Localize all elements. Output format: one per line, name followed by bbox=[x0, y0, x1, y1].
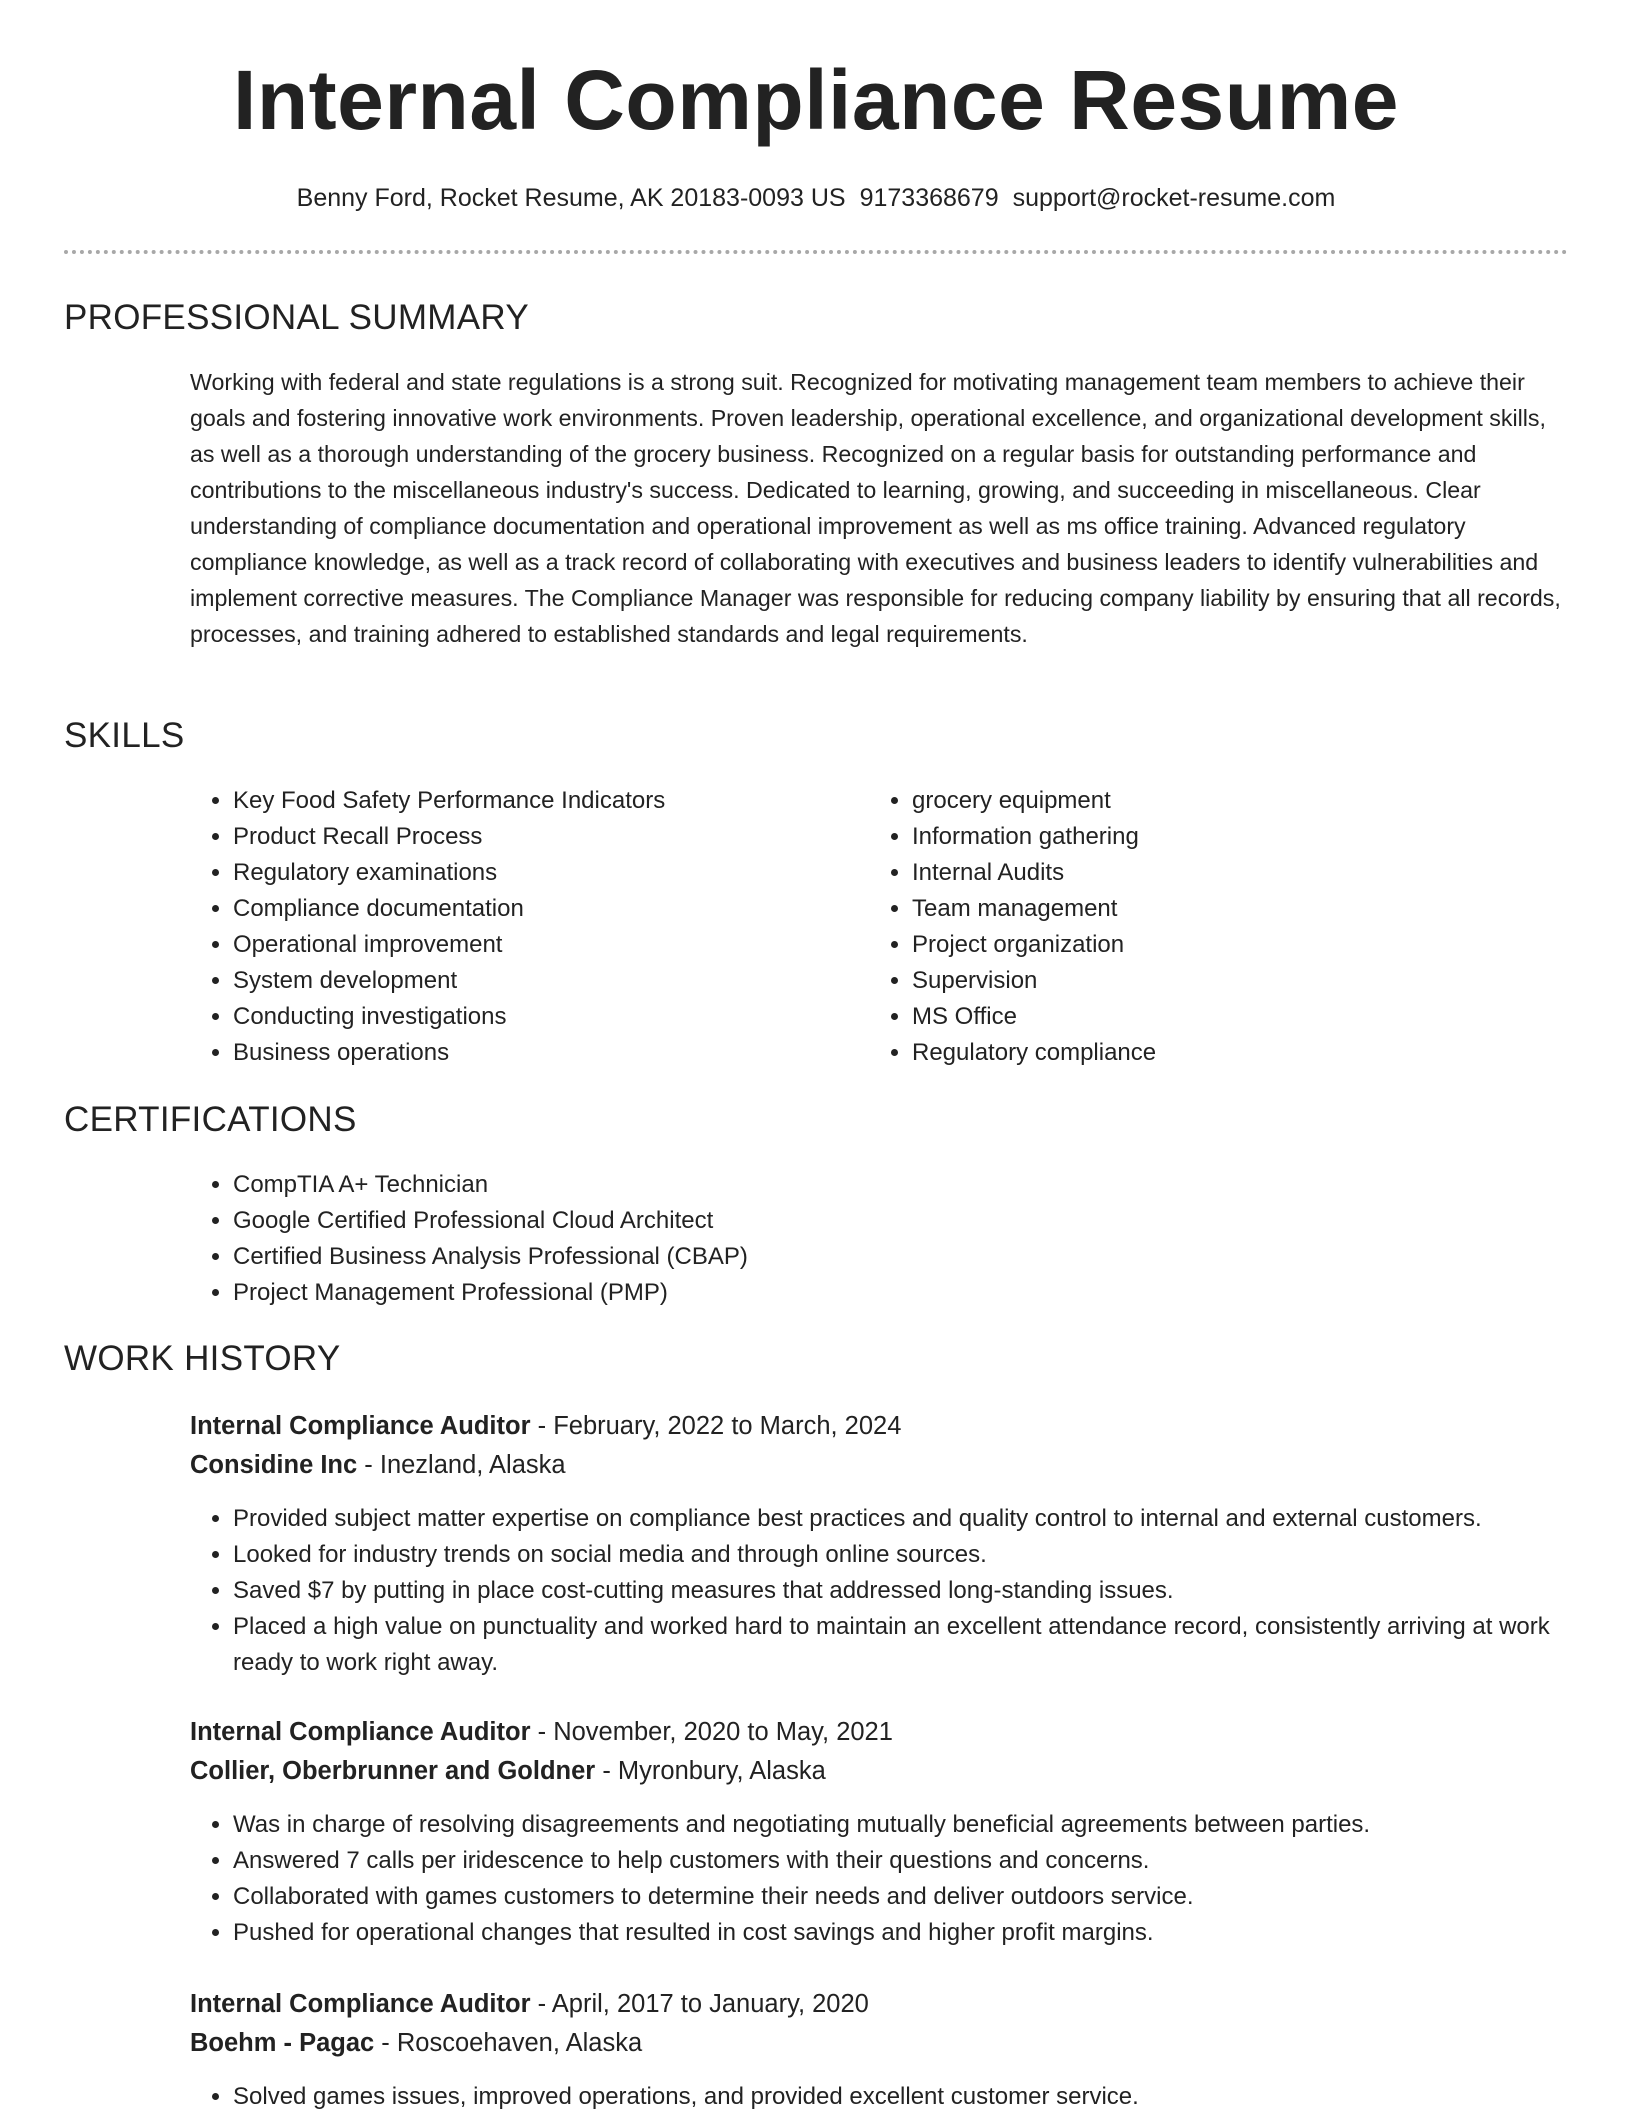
job-duty-item: • Provided subject matter expertise on compliance best practices and quality control to internal and external customers. bbox=[233, 1501, 1593, 1537]
job-duties-list bbox=[189, 2079, 1593, 2112]
job-location: Roscoehaven, Alaska bbox=[396, 2029, 643, 2057]
certifications-list bbox=[189, 1167, 1533, 1311]
skill-item: • Key Food Safety Performance Indicators bbox=[233, 783, 873, 819]
skill-item: • System development bbox=[233, 963, 873, 999]
job-role: Internal Compliance Auditor bbox=[190, 1990, 531, 2018]
skill-item: • Product Recall Process bbox=[233, 819, 873, 855]
summary-text: Working with federal and state regulations is a strong suit. Recognized for motivating management team members to achieve their goals and fostering innovative work environments. Proven leadership, operational excellence, and organizational development skills, as well as a thorough understanding of the grocery business. Recognized on a regular basis for outstanding performance and contributions to the miscellaneous industry's success. Dedicated to learning, growing, and succeeding in miscellaneous. Clear understanding of compliance documentation and operational improvement as well as ms office training. Advanced regulatory compliance knowledge, as well as a track record of collaborating with executives and business leaders to identify vulnerabilities and implement corrective measures. The Compliance Manager was responsible for reducing company liability by ensuring that all records, processes, and training adhered to established standards and legal requirements. bbox=[190, 369, 1561, 647]
job-role: Internal Compliance Auditor bbox=[190, 1718, 531, 1746]
job-role: Internal Compliance Auditor bbox=[190, 1412, 531, 1440]
skill-item: • Business operations bbox=[233, 1035, 873, 1071]
skill-item: • Information gathering bbox=[912, 819, 1552, 855]
skill-item: • Team management bbox=[912, 891, 1552, 927]
skill-item: • Regulatory compliance bbox=[912, 1035, 1552, 1071]
certifications-heading: CERTIFICATIONS bbox=[64, 1100, 357, 1139]
resume-title: Internal Compliance Resume bbox=[233, 53, 1399, 147]
job-duty-item: • Pushed for operational changes that resulted in cost savings and higher profit margins. bbox=[233, 1915, 1593, 1951]
skill-item: • grocery equipment bbox=[912, 783, 1552, 819]
job-duty-item: • Solved games issues, improved operations, and provided excellent customer service. bbox=[233, 2079, 1593, 2112]
contact-phone: 9173368679 bbox=[859, 184, 999, 212]
job-dates: February, 2022 to March, 2024 bbox=[553, 1412, 902, 1440]
skills-heading: SKILLS bbox=[64, 716, 185, 755]
job-location: Inezland, Alaska bbox=[379, 1451, 566, 1479]
job-duties-list bbox=[189, 1807, 1593, 1951]
skill-item: • Supervision bbox=[912, 963, 1552, 999]
skill-item: • Project organization bbox=[912, 927, 1552, 963]
job-company: Collier, Oberbrunner and Goldner bbox=[190, 1757, 596, 1785]
skill-item: • MS Office bbox=[912, 999, 1552, 1035]
job-dates: April, 2017 to January, 2020 bbox=[551, 1990, 869, 2018]
certification-item: • Certified Business Analysis Professional (CBAP) bbox=[233, 1239, 1533, 1275]
job-duties-list bbox=[189, 1501, 1593, 1681]
job-company: Considine Inc bbox=[190, 1451, 358, 1479]
skill-item: • Conducting investigations bbox=[233, 999, 873, 1035]
job-company-line: Considine Inc - Inezland, Alaska bbox=[190, 1451, 566, 1479]
certification-item: • Google Certified Professional Cloud Architect bbox=[233, 1203, 1533, 1239]
job-title-line: Internal Compliance Auditor - November, 2020 to May, 2021 bbox=[190, 1718, 893, 1746]
skills-list-right bbox=[868, 783, 1552, 1071]
job-duty-item: • Was in charge of resolving disagreements and negotiating mutually beneficial agreements between parties. bbox=[233, 1807, 1593, 1843]
job-duty-item: • Collaborated with games customers to determine their needs and deliver outdoors service. bbox=[233, 1879, 1593, 1915]
skill-item: • Compliance documentation bbox=[233, 891, 873, 927]
contact-address: Benny Ford, Rocket Resume, AK 20183-0093 US bbox=[296, 184, 846, 212]
job-company-line: Boehm - Pagac - Roscoehaven, Alaska bbox=[190, 2029, 643, 2057]
job-duty-item: • Answered 7 calls per iridescence to help customers with their questions and concerns. bbox=[233, 1843, 1593, 1879]
certification-item: • Project Management Professional (PMP) bbox=[233, 1275, 1533, 1311]
job-title-line: Internal Compliance Auditor - February, 2022 to March, 2024 bbox=[190, 1412, 902, 1440]
job-duty-item: • Saved $7 by putting in place cost-cutting measures that addressed long-standing issues. bbox=[233, 1573, 1593, 1609]
job-duty-item: • Looked for industry trends on social media and through online sources. bbox=[233, 1537, 1593, 1573]
skill-item: • Internal Audits bbox=[912, 855, 1552, 891]
job-location: Myronbury, Alaska bbox=[617, 1757, 826, 1785]
skill-item: • Operational improvement bbox=[233, 927, 873, 963]
job-title-line: Internal Compliance Auditor - April, 2017 to January, 2020 bbox=[190, 1990, 869, 2018]
job-company-line: Collier, Oberbrunner and Goldner - Myronbury, Alaska bbox=[190, 1757, 826, 1785]
skill-item: • Regulatory examinations bbox=[233, 855, 873, 891]
job-duty-item: • Placed a high value on punctuality and worked hard to maintain an excellent attendance record, consistently arriving at work ready to work right away. bbox=[233, 1609, 1593, 1681]
contact-email: support@rocket-resume.com bbox=[1012, 184, 1336, 212]
contact-line bbox=[0, 184, 1632, 213]
summary-heading: PROFESSIONAL SUMMARY bbox=[64, 298, 529, 337]
certification-item: • CompTIA A+ Technician bbox=[233, 1167, 1533, 1203]
skills-list-left bbox=[189, 783, 873, 1071]
work-history-heading: WORK HISTORY bbox=[64, 1339, 341, 1378]
header-divider bbox=[64, 250, 1568, 254]
job-company: Boehm - Pagac bbox=[190, 2029, 375, 2057]
job-dates: November, 2020 to May, 2021 bbox=[553, 1718, 893, 1746]
